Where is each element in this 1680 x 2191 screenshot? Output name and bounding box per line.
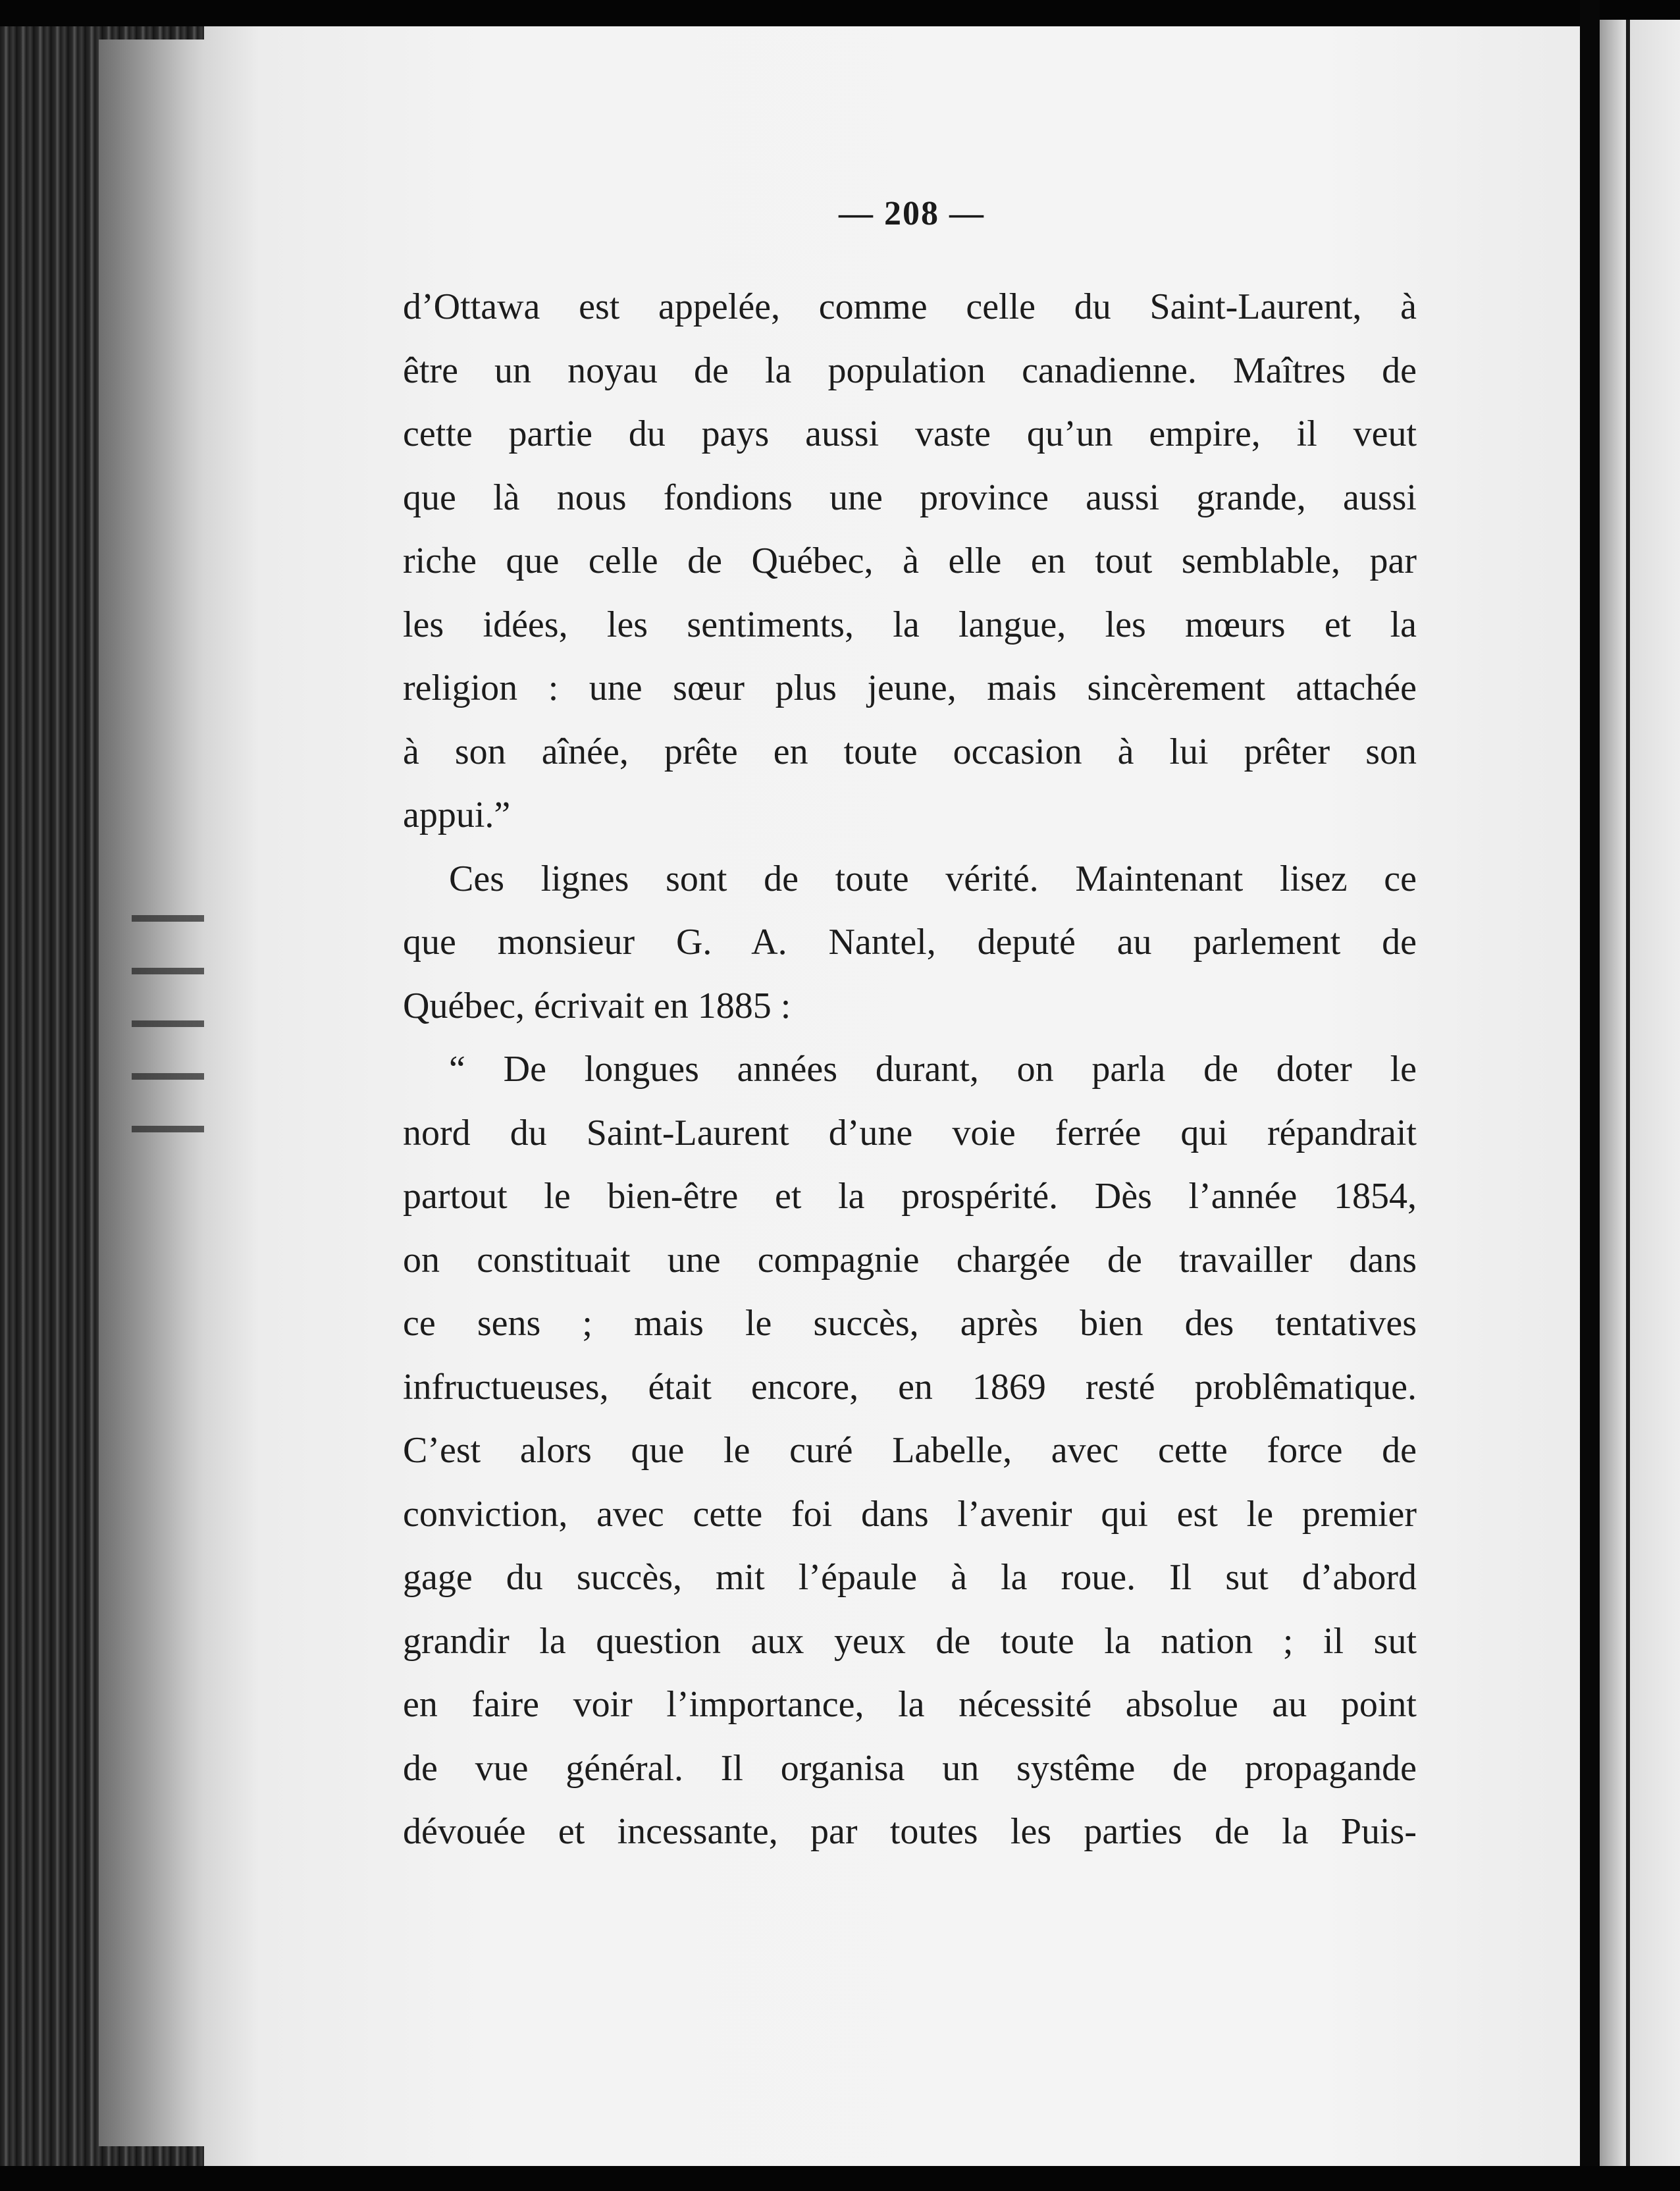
text-line: que monsieur G. A. Nantel, deputé au parlement de [403,922,1417,963]
text-line: infructueuses, était encore, en 1869 resté problêmatique. [403,1366,1417,1408]
text-line: on constituait une compagnie chargée de travailler dans [403,1239,1417,1280]
text-line: que là nous fondions une province aussi grande, aussi [403,477,1417,518]
body-text [403,275,1417,1864]
page-number: — 208 — [839,195,985,232]
text-line: C’est alors que le curé Labelle, avec cette force de [403,1430,1417,1471]
text-line: conviction, avec cette foi dans l’avenir qui est le premier [403,1493,1417,1535]
page-edge-marks [132,895,211,1146]
text-line: de vue général. Il organisa un systême de propagande [403,1747,1417,1789]
text-line: partout le bien-être et la prospérité. Dès l’année 1854, [403,1176,1417,1217]
text-line: dévouée et incessante, par toutes les parties de la Puis- [403,1811,1417,1852]
text-line: grandir la question aux yeux de toute la nation ; il sut [403,1620,1417,1662]
text-line: Québec, écrivait en 1885 : [403,985,791,1026]
text-line: religion : une sœur plus jeune, mais sincèrement attachée [403,668,1417,708]
facing-page-edge [1600,20,1680,2173]
text-line: cette partie du pays aussi vaste qu’un empire, il veut [403,413,1417,454]
text-line: gage du succès, mit l’épaule à la roue. Il sut d’abord [403,1557,1417,1598]
text-line: riche que celle de Québec, à elle en tout semblable, par [403,541,1417,581]
text-line: nord du Saint-Laurent d’une voie ferrée qui répandrait [403,1112,1417,1153]
text-line: d’Ottawa est appelée, comme celle du Saint-Laurent, à [403,286,1417,327]
text-line: “ De longues années durant, on parla de doter le [449,1049,1417,1090]
text-line: être un noyau de la population canadienne. Maîtres de [403,350,1417,391]
facing-page-line [1626,20,1630,2173]
scan-border-bottom [0,2166,1680,2191]
text-line: ce sens ; mais le succès, après bien des tentatives [403,1303,1417,1344]
text-line: les idées, les sentiments, la langue, les mœurs et la [403,604,1417,645]
text-line: en faire voir l’importance, la nécessité absolue au point [403,1684,1417,1725]
text-line: à son aînée, prête en toute occasion à lui prêter son [403,731,1417,772]
text-line: Ces lignes sont de toute vérité. Maintenant lisez ce [449,858,1417,899]
book-gutter [1580,0,1600,2191]
text-line: appui.” [403,795,511,835]
